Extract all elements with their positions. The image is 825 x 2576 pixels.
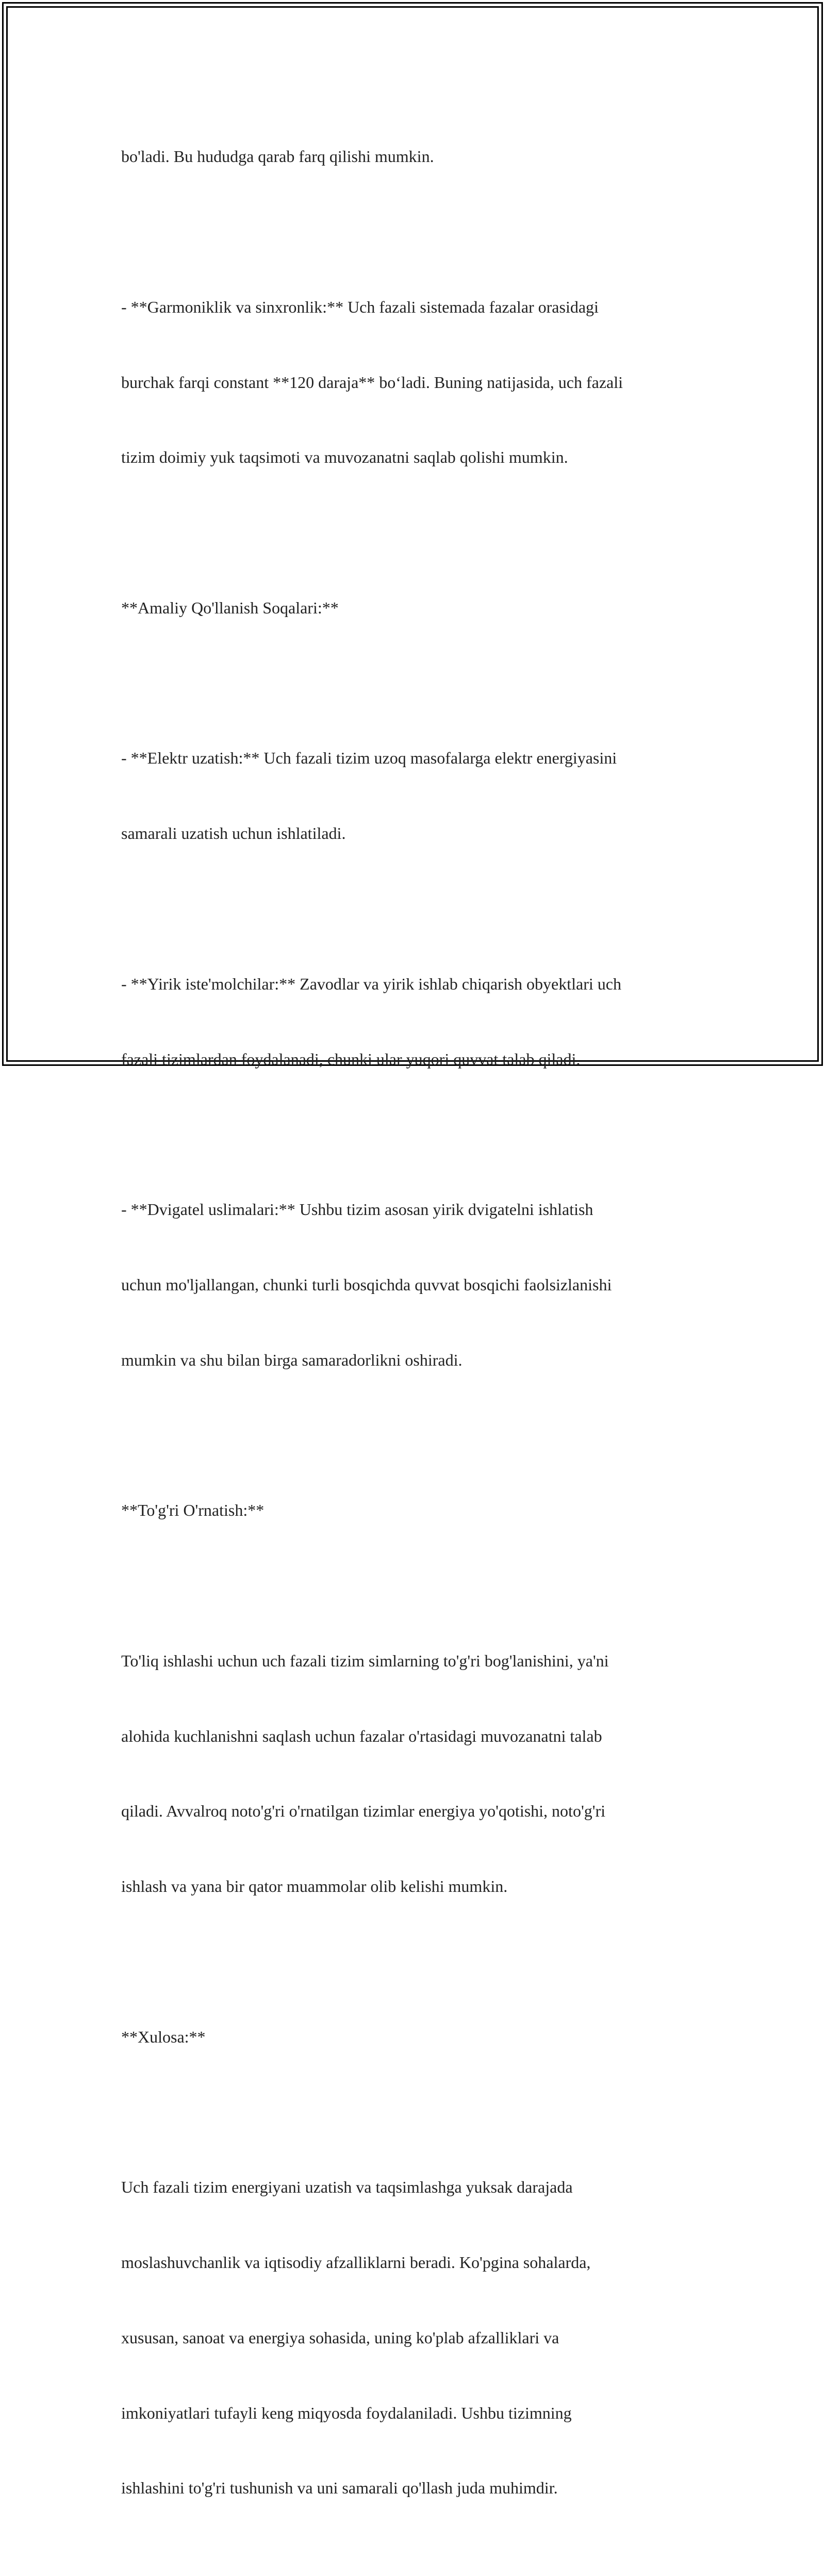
section-heading-installation bbox=[121, 1448, 704, 1573]
paragraph-conclusion bbox=[121, 2125, 704, 2551]
text-line: alohida kuchlanishni saqlash uchun fazalar o'rtasidagi muvozanatni talab bbox=[121, 1726, 602, 1745]
section-heading-applications bbox=[121, 545, 704, 671]
document-body bbox=[121, 94, 704, 2576]
list-item-harmonics bbox=[121, 245, 704, 521]
text-line: To'liq ishlashi uchun uch fazali tizim simlarning to'g'ri bog'lanishini, ya'ni bbox=[121, 1651, 609, 1670]
text-line: - **Dvigatel uslimalari:** Ushbu tizim asosan yirik dvigatelni ishlatish bbox=[121, 1200, 593, 1219]
text-line: Uch fazali tizim energiyani uzatish va taqsimlashga yuksak darajada bbox=[121, 2178, 573, 2197]
text-line: qiladi. Avvalroq noto'g'ri o'rnatilgan tizimlar energiya yo'qotishi, noto'g'ri bbox=[121, 1802, 606, 1821]
text-line: fazali tizimlardan foydalanadi, chunki ular yuqori quvvat talab qiladi. bbox=[121, 1049, 581, 1068]
text-line: bo'ladi. Bu hududga qarab farq qilishi mumkin. bbox=[121, 147, 434, 166]
list-item-consumers bbox=[121, 921, 704, 1122]
paragraph-installation bbox=[121, 1598, 704, 1949]
text-line: ishlashini to'g'ri tushunish va uni samarali qo'llash juda muhimdir. bbox=[121, 2478, 558, 2498]
list-item-transmission bbox=[121, 695, 704, 896]
text-line: burchak farqi constant **120 daraja** bo‘ladi. Buning natijasida, uch fazali bbox=[121, 372, 623, 392]
text-line: xususan, sanoat va energiya sohasida, uning ko'plab afzalliklari va bbox=[121, 2328, 559, 2347]
text-line: - **Elektr uzatish:** Uch fazali tizim uzoq masofalarga elektr energiyasini bbox=[121, 749, 617, 768]
section-heading-conclusion bbox=[121, 1974, 704, 2100]
heading-text: **Xulosa:** bbox=[121, 2027, 206, 2046]
text-line: samarali uzatish uchun ishlatiladi. bbox=[121, 824, 346, 843]
text-line: ishlash va yana bir qator muammolar olib kelishi mumkin. bbox=[121, 1877, 508, 1896]
text-line: - **Garmoniklik va sinxronlik:** Uch fazali sistemada fazalar orasidagi bbox=[121, 297, 599, 316]
text-line: moslashuvchanlik va iqtisodiy afzalliklarni beradi. Ko'pgina sohalarda, bbox=[121, 2253, 591, 2272]
text-line: - **Yirik iste'molchilar:** Zavodlar va yirik ishlab chiqarish obyektlari uch bbox=[121, 974, 621, 993]
heading-text: **To'g'ri O'rnatish:** bbox=[121, 1501, 265, 1520]
heading-text: **Amaliy Qo'llanish Soqalari:** bbox=[121, 598, 339, 617]
text-line: mumkin va shu bilan birga samaradorlikni oshiradi. bbox=[121, 1350, 463, 1369]
list-item-motors bbox=[121, 1147, 704, 1423]
text-line: imkoniyatlari tufayli keng miqyosda foydalaniladi. Ushbu tizimning bbox=[121, 2403, 572, 2422]
text-line: tizim doimiy yuk taqsimoti va muvozanatni saqlab qolishi mumkin. bbox=[121, 448, 568, 467]
text-line: uchun mo'ljallangan, chunki turli bosqichda quvvat bosqichi faolsizlanishi bbox=[121, 1275, 612, 1294]
paragraph bbox=[121, 94, 704, 219]
